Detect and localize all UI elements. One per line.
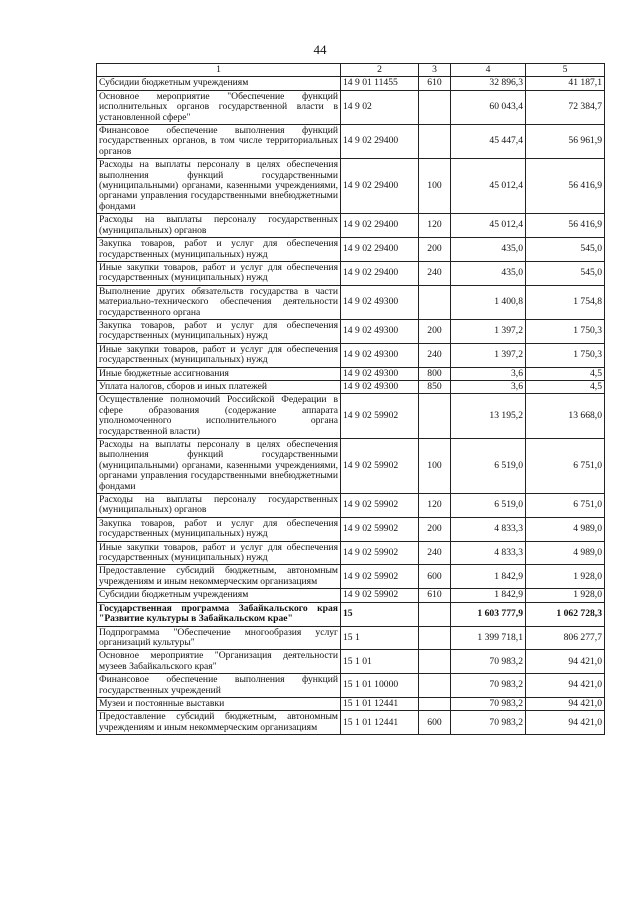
column-header: 2: [341, 64, 419, 77]
row-name-cell: Основное мероприятие "Организация деятельности музеев Забайкальского края": [97, 650, 341, 674]
table-row: [97, 541, 605, 565]
row-expense-type-cell: [419, 394, 451, 439]
row-code-cell: 15: [341, 602, 419, 626]
row-value-col5-cell: 94 421,0: [526, 711, 605, 735]
row-expense-type-cell: 610: [419, 589, 451, 602]
row-value-col5-cell: 56 416,9: [526, 214, 605, 238]
row-expense-type-cell: [419, 602, 451, 626]
row-expense-type-cell: 200: [419, 517, 451, 541]
row-value-col5-cell: 545,0: [526, 261, 605, 285]
row-expense-type-cell: 100: [419, 159, 451, 214]
row-expense-type-cell: [419, 626, 451, 650]
row-code-cell: 15 1 01 10000: [341, 674, 419, 698]
row-value-col4-cell: 1 399 718,1: [451, 626, 526, 650]
page-number: 44: [313, 42, 327, 57]
table-row: [97, 626, 605, 650]
row-code-cell: 15 1 01 12441: [341, 697, 419, 710]
row-name-cell: Расходы на выплаты персоналу государственных (муниципальных) органов: [97, 494, 341, 518]
row-value-col4-cell: 1 397,2: [451, 343, 526, 367]
table-row: [97, 367, 605, 380]
row-expense-type-cell: 240: [419, 541, 451, 565]
row-name-cell: Иные закупки товаров, работ и услуг для обеспечения государственных (муниципальных) нужд: [97, 541, 341, 565]
row-code-cell: 15 1 01: [341, 650, 419, 674]
table-row: [97, 697, 605, 710]
table-row: [97, 238, 605, 262]
row-name-cell: Подпрограмма "Обеспечение многообразия услуг организаций культуры": [97, 626, 341, 650]
row-value-col4-cell: 45 012,4: [451, 214, 526, 238]
row-name-cell: Финансовое обеспечение выполнения функций государственных органов, в том числе территориальных органов: [97, 125, 341, 159]
row-value-col5-cell: 1 062 728,3: [526, 602, 605, 626]
row-value-col5-cell: 6 751,0: [526, 439, 605, 494]
row-code-cell: 14 9 02 49300: [341, 285, 419, 319]
row-name-cell: Осуществление полномочий Российской Федерации в сфере образования (содержание аппарата уполномоченного исполнительного органа государственной власти): [97, 394, 341, 439]
table-header-row: [97, 64, 605, 77]
row-value-col5-cell: 806 277,7: [526, 626, 605, 650]
row-value-col4-cell: 3,6: [451, 380, 526, 393]
row-value-col4-cell: 70 983,2: [451, 711, 526, 735]
row-value-col4-cell: 70 983,2: [451, 697, 526, 710]
row-name-cell: Закупка товаров, работ и услуг для обеспечения государственных (муниципальных) нужд: [97, 517, 341, 541]
row-value-col5-cell: 1 928,0: [526, 565, 605, 589]
row-value-col5-cell: 56 961,9: [526, 125, 605, 159]
table-row: [97, 711, 605, 735]
row-name-cell: Закупка товаров, работ и услуг для обеспечения государственных (муниципальных) нужд: [97, 319, 341, 343]
row-expense-type-cell: 200: [419, 238, 451, 262]
table-body: [97, 77, 605, 735]
row-value-col4-cell: 45 012,4: [451, 159, 526, 214]
row-value-col5-cell: 4,5: [526, 367, 605, 380]
row-code-cell: 14 9 02 59902: [341, 541, 419, 565]
row-value-col5-cell: 13 668,0: [526, 394, 605, 439]
table-row: [97, 439, 605, 494]
row-code-cell: 14 9 01 11455: [341, 77, 419, 90]
row-code-cell: 14 9 02 59902: [341, 394, 419, 439]
row-name-cell: Выполнение других обязательств государства в части материально-технического обеспечения деятельности государственного органа: [97, 285, 341, 319]
row-code-cell: 14 9 02 59902: [341, 589, 419, 602]
row-code-cell: 14 9 02 29400: [341, 238, 419, 262]
row-value-col4-cell: 3,6: [451, 367, 526, 380]
table-row: [97, 343, 605, 367]
row-expense-type-cell: [419, 650, 451, 674]
row-code-cell: 14 9 02 29400: [341, 125, 419, 159]
row-code-cell: 14 9 02 29400: [341, 159, 419, 214]
table-row: [97, 380, 605, 393]
table-row: [97, 517, 605, 541]
table-row: [97, 285, 605, 319]
row-code-cell: 14 9 02 59902: [341, 494, 419, 518]
row-value-col5-cell: 4 989,0: [526, 541, 605, 565]
row-expense-type-cell: 200: [419, 319, 451, 343]
table-row: [97, 674, 605, 698]
row-name-cell: Финансовое обеспечение выполнения функций государственных учреждений: [97, 674, 341, 698]
row-expense-type-cell: [419, 125, 451, 159]
table-row: [97, 319, 605, 343]
row-value-col4-cell: 1 603 777,9: [451, 602, 526, 626]
row-value-col5-cell: 6 751,0: [526, 494, 605, 518]
row-code-cell: 14 9 02 49300: [341, 319, 419, 343]
row-name-cell: Субсидии бюджетным учреждениям: [97, 589, 341, 602]
table-row: [97, 565, 605, 589]
row-value-col4-cell: 70 983,2: [451, 674, 526, 698]
table-row: [97, 125, 605, 159]
table-row: [97, 589, 605, 602]
column-header: 1: [97, 64, 341, 77]
row-value-col4-cell: 4 833,3: [451, 517, 526, 541]
table-row: [97, 494, 605, 518]
row-value-col4-cell: 1 842,9: [451, 589, 526, 602]
row-value-col4-cell: 70 983,2: [451, 650, 526, 674]
row-name-cell: Иные закупки товаров, работ и услуг для обеспечения государственных (муниципальных) нужд: [97, 261, 341, 285]
row-value-col4-cell: 435,0: [451, 238, 526, 262]
row-name-cell: Расходы на выплаты персоналу в целях обеспечения выполнения функций государственными (муниципальными) органами, казенными учреждениями, органами управления государственными внебюджетными фондами: [97, 439, 341, 494]
table-row: [97, 159, 605, 214]
row-expense-type-cell: 600: [419, 565, 451, 589]
row-name-cell: Иные бюджетные ассигнования: [97, 367, 341, 380]
row-name-cell: Государственная программа Забайкальского края "Развитие культуры в Забайкальском крае": [97, 602, 341, 626]
row-code-cell: 14 9 02 49300: [341, 380, 419, 393]
table-row: [97, 77, 605, 90]
row-expense-type-cell: 120: [419, 494, 451, 518]
row-code-cell: 14 9 02 29400: [341, 261, 419, 285]
table-row: [97, 602, 605, 626]
row-value-col4-cell: 1 397,2: [451, 319, 526, 343]
row-value-col4-cell: 6 519,0: [451, 494, 526, 518]
row-value-col4-cell: 1 842,9: [451, 565, 526, 589]
row-value-col5-cell: 545,0: [526, 238, 605, 262]
row-value-col5-cell: 1 750,3: [526, 319, 605, 343]
row-code-cell: 14 9 02 59902: [341, 565, 419, 589]
row-name-cell: Расходы на выплаты персоналу государственных (муниципальных) органов: [97, 214, 341, 238]
row-expense-type-cell: 240: [419, 343, 451, 367]
row-value-col5-cell: 1 750,3: [526, 343, 605, 367]
row-value-col5-cell: 94 421,0: [526, 697, 605, 710]
table-row: [97, 394, 605, 439]
row-name-cell: Уплата налогов, сборов и иных платежей: [97, 380, 341, 393]
row-value-col4-cell: 32 896,3: [451, 77, 526, 90]
row-value-col5-cell: 94 421,0: [526, 674, 605, 698]
column-header: 3: [419, 64, 451, 77]
row-name-cell: Предоставление субсидий бюджетным, автономным учреждениям и иным некоммерческим организациям: [97, 565, 341, 589]
row-expense-type-cell: 610: [419, 77, 451, 90]
row-value-col5-cell: 41 187,1: [526, 77, 605, 90]
row-value-col4-cell: 1 400,8: [451, 285, 526, 319]
row-value-col4-cell: 45 447,4: [451, 125, 526, 159]
row-name-cell: Расходы на выплаты персоналу в целях обеспечения выполнения функций государственными (муниципальными) органами, казенными учреждениями, органами управления государственными внебюджетными фондами: [97, 159, 341, 214]
table-row: [97, 650, 605, 674]
row-value-col5-cell: 4 989,0: [526, 517, 605, 541]
row-value-col5-cell: 1 754,8: [526, 285, 605, 319]
row-expense-type-cell: 800: [419, 367, 451, 380]
row-expense-type-cell: [419, 674, 451, 698]
row-code-cell: 14 9 02 49300: [341, 367, 419, 380]
row-expense-type-cell: 240: [419, 261, 451, 285]
row-expense-type-cell: 850: [419, 380, 451, 393]
row-name-cell: Предоставление субсидий бюджетным, автономным учреждениям и иным некоммерческим организациям: [97, 711, 341, 735]
row-expense-type-cell: [419, 697, 451, 710]
row-code-cell: 15 1 01 12441: [341, 711, 419, 735]
row-value-col4-cell: 13 195,2: [451, 394, 526, 439]
row-value-col4-cell: 435,0: [451, 261, 526, 285]
column-header: 5: [526, 64, 605, 77]
row-code-cell: 15 1: [341, 626, 419, 650]
row-value-col5-cell: 4,5: [526, 380, 605, 393]
row-name-cell: Основное мероприятие "Обеспечение функций исполнительных органов государственной власти в установленной сфере": [97, 90, 341, 124]
row-expense-type-cell: 600: [419, 711, 451, 735]
row-name-cell: Иные закупки товаров, работ и услуг для обеспечения государственных (муниципальных) нужд: [97, 343, 341, 367]
row-expense-type-cell: [419, 285, 451, 319]
row-value-col4-cell: 6 519,0: [451, 439, 526, 494]
row-value-col5-cell: 1 928,0: [526, 589, 605, 602]
row-code-cell: 14 9 02 59902: [341, 517, 419, 541]
budget-table: [96, 63, 605, 735]
table-row: [97, 261, 605, 285]
table-row: [97, 90, 605, 124]
row-expense-type-cell: 120: [419, 214, 451, 238]
row-name-cell: Субсидии бюджетным учреждениям: [97, 77, 341, 90]
row-value-col5-cell: 56 416,9: [526, 159, 605, 214]
row-value-col4-cell: 60 043,4: [451, 90, 526, 124]
table-row: [97, 214, 605, 238]
column-header: 4: [451, 64, 526, 77]
row-code-cell: 14 9 02 59902: [341, 439, 419, 494]
row-expense-type-cell: 100: [419, 439, 451, 494]
row-code-cell: 14 9 02 49300: [341, 343, 419, 367]
row-code-cell: 14 9 02 29400: [341, 214, 419, 238]
row-expense-type-cell: [419, 90, 451, 124]
row-value-col4-cell: 4 833,3: [451, 541, 526, 565]
row-name-cell: Музеи и постоянные выставки: [97, 697, 341, 710]
row-value-col5-cell: 94 421,0: [526, 650, 605, 674]
row-value-col5-cell: 72 384,7: [526, 90, 605, 124]
row-code-cell: 14 9 02: [341, 90, 419, 124]
row-name-cell: Закупка товаров, работ и услуг для обеспечения государственных (муниципальных) нужд: [97, 238, 341, 262]
